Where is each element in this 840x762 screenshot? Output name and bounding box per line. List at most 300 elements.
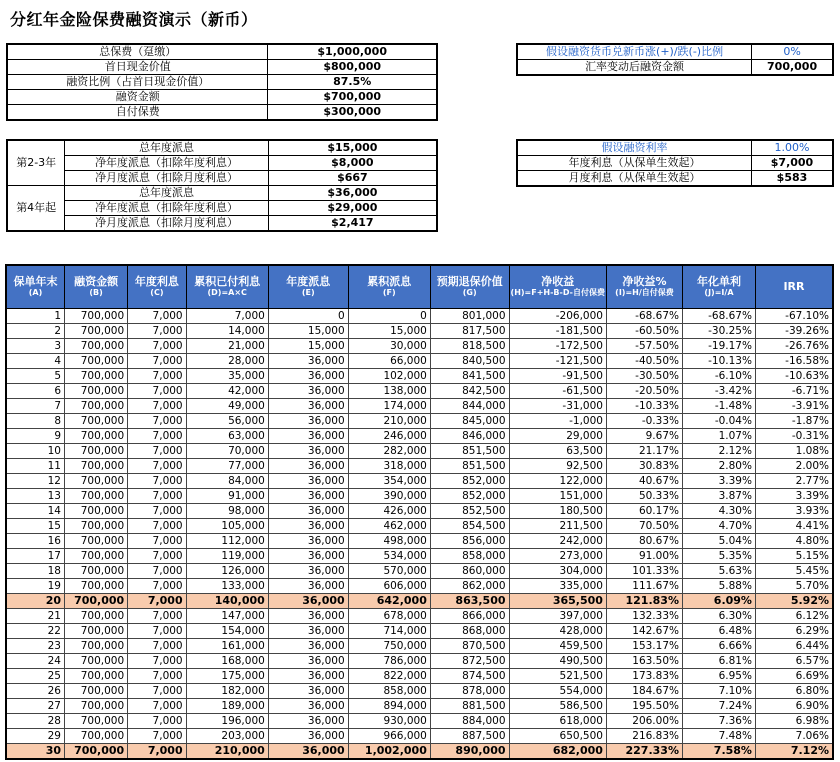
- table-cell: 7,000: [128, 504, 186, 519]
- dividend-value: $667: [268, 171, 437, 186]
- table-cell: 180,500: [509, 504, 606, 519]
- table-cell: 426,000: [348, 504, 430, 519]
- table-row: [6, 699, 833, 714]
- table-cell: 19: [6, 579, 65, 594]
- table-cell: 930,000: [348, 714, 430, 729]
- table-cell: 9: [6, 429, 65, 444]
- table-cell: 138,000: [348, 384, 430, 399]
- table-cell: 6.90%: [755, 699, 833, 714]
- table-cell: 1.08%: [755, 444, 833, 459]
- column-header-title: 保单年末: [13, 275, 58, 288]
- table-row: [6, 414, 833, 429]
- table-cell: 700,000: [65, 489, 128, 504]
- table-cell: 700,000: [65, 474, 128, 489]
- table-cell: 15: [6, 519, 65, 534]
- table-cell: 36,000: [268, 624, 348, 639]
- table-cell: -68.67%: [606, 309, 682, 324]
- column-header: [430, 265, 509, 309]
- summary-value: $300,000: [268, 105, 437, 121]
- table-cell: 3.87%: [682, 489, 755, 504]
- dividend-value: $8,000: [268, 156, 437, 171]
- table-cell: 845,000: [430, 414, 509, 429]
- table-cell: 91,000: [186, 489, 268, 504]
- table-cell: 7.24%: [682, 699, 755, 714]
- table-cell: 2.77%: [755, 474, 833, 489]
- table-cell: 36,000: [268, 639, 348, 654]
- column-header-formula: (D)=A×C: [207, 288, 247, 297]
- table-cell: 700,000: [65, 459, 128, 474]
- table-cell: 7,000: [128, 414, 186, 429]
- table-cell: -6.10%: [682, 369, 755, 384]
- column-header: [268, 265, 348, 309]
- table-cell: 36,000: [268, 534, 348, 549]
- table-cell: 36,000: [268, 729, 348, 744]
- table-cell: 111.67%: [606, 579, 682, 594]
- table-cell: 700,000: [65, 309, 128, 324]
- table-row: [6, 399, 833, 414]
- fx-table: [516, 43, 834, 76]
- dividend-table: [6, 139, 438, 232]
- column-header-title: 净收益%: [622, 275, 667, 288]
- table-cell: 3.93%: [755, 504, 833, 519]
- table-cell: 60.17%: [606, 504, 682, 519]
- table-cell: 7,000: [128, 654, 186, 669]
- column-header: [65, 265, 128, 309]
- table-cell: 7,000: [128, 444, 186, 459]
- table-cell: 4.80%: [755, 534, 833, 549]
- table-cell: 7,000: [128, 669, 186, 684]
- table-cell: 7,000: [128, 744, 186, 760]
- table-cell: 203,000: [186, 729, 268, 744]
- table-cell: 700,000: [65, 609, 128, 624]
- table-cell: 7,000: [128, 564, 186, 579]
- table-row: [6, 744, 833, 760]
- table-cell: 700,000: [65, 324, 128, 339]
- table-cell: 700,000: [65, 684, 128, 699]
- table-cell: 40.67%: [606, 474, 682, 489]
- table-row: [6, 339, 833, 354]
- table-cell: 700,000: [65, 534, 128, 549]
- table-cell: 7,000: [128, 354, 186, 369]
- table-cell: 36,000: [268, 549, 348, 564]
- interest-label: 月度利息（从保单生效起）: [517, 171, 751, 187]
- table-cell: 29: [6, 729, 65, 744]
- table-cell: 7,000: [128, 579, 186, 594]
- fx-label: 汇率变动后融资金额: [517, 60, 752, 76]
- table-cell: 7,000: [128, 429, 186, 444]
- table-cell: 163.50%: [606, 654, 682, 669]
- table-cell: 36,000: [268, 489, 348, 504]
- column-header-title: 累积已付利息: [194, 275, 261, 288]
- table-cell: 142.67%: [606, 624, 682, 639]
- table-cell: 700,000: [65, 384, 128, 399]
- table-cell: 6.09%: [682, 594, 755, 609]
- table-cell: -1.87%: [755, 414, 833, 429]
- table-row: [6, 639, 833, 654]
- table-cell: 63,000: [186, 429, 268, 444]
- table-row: [6, 564, 833, 579]
- table-cell: 844,000: [430, 399, 509, 414]
- dividend-label: 净年度派息（扣除年度利息）: [65, 156, 268, 171]
- dividend-value: $36,000: [268, 186, 437, 201]
- table-cell: 817,500: [430, 324, 509, 339]
- table-row: [6, 444, 833, 459]
- table-row: [6, 429, 833, 444]
- table-cell: 154,000: [186, 624, 268, 639]
- table-cell: 8: [6, 414, 65, 429]
- table-row: [6, 684, 833, 699]
- table-cell: 863,500: [430, 594, 509, 609]
- table-cell: 6.95%: [682, 669, 755, 684]
- table-cell: 700,000: [65, 729, 128, 744]
- table-cell: 63,500: [509, 444, 606, 459]
- table-cell: 36,000: [268, 414, 348, 429]
- table-cell: 851,500: [430, 459, 509, 474]
- table-cell: 36,000: [268, 384, 348, 399]
- dividend-label: 总年度派息: [65, 140, 268, 156]
- table-cell: -40.50%: [606, 354, 682, 369]
- table-cell: 866,000: [430, 609, 509, 624]
- table-cell: 7,000: [128, 534, 186, 549]
- table-cell: 5.63%: [682, 564, 755, 579]
- table-cell: 6.48%: [682, 624, 755, 639]
- table-cell: 195.50%: [606, 699, 682, 714]
- table-cell: -0.31%: [755, 429, 833, 444]
- table-cell: 6.44%: [755, 639, 833, 654]
- table-cell: 842,500: [430, 384, 509, 399]
- table-header-row: [6, 265, 833, 309]
- table-cell: 801,000: [430, 309, 509, 324]
- table-cell: 390,000: [348, 489, 430, 504]
- table-row: [6, 549, 833, 564]
- table-cell: 878,000: [430, 684, 509, 699]
- table-cell: 3.39%: [682, 474, 755, 489]
- table-cell: -26.76%: [755, 339, 833, 354]
- table-cell: 15,000: [268, 339, 348, 354]
- table-cell: 6.30%: [682, 609, 755, 624]
- table-cell: 7,000: [128, 324, 186, 339]
- table-cell: 700,000: [65, 654, 128, 669]
- table-row: [6, 324, 833, 339]
- table-cell: 852,500: [430, 504, 509, 519]
- column-header-formula: (H)=F+H-B-D-自付保费: [510, 288, 605, 297]
- table-cell: 7,000: [128, 309, 186, 324]
- table-cell: 20: [6, 594, 65, 609]
- table-cell: 7,000: [128, 519, 186, 534]
- table-cell: 7.06%: [755, 729, 833, 744]
- dividend-label: 净月度派息（扣除月度利息）: [65, 171, 268, 186]
- table-cell: 5.70%: [755, 579, 833, 594]
- table-cell: 175,000: [186, 669, 268, 684]
- table-cell: 700,000: [65, 429, 128, 444]
- summary-label: 融资比例（占首日现金价值）: [7, 75, 268, 90]
- table-cell: 35,000: [186, 369, 268, 384]
- table-cell: 858,000: [348, 684, 430, 699]
- column-header-title: 年度派息: [286, 275, 331, 288]
- table-cell: 700,000: [65, 339, 128, 354]
- table-cell: 184.67%: [606, 684, 682, 699]
- table-cell: 890,000: [430, 744, 509, 760]
- table-cell: -3.91%: [755, 399, 833, 414]
- table-cell: 586,500: [509, 699, 606, 714]
- table-cell: 6.69%: [755, 669, 833, 684]
- table-cell: 22: [6, 624, 65, 639]
- table-cell: 4.70%: [682, 519, 755, 534]
- table-cell: 196,000: [186, 714, 268, 729]
- table-cell: 894,000: [348, 699, 430, 714]
- table-cell: 7,000: [128, 384, 186, 399]
- table-cell: 25: [6, 669, 65, 684]
- column-header-title: 净收益: [541, 275, 575, 288]
- column-header-formula: (B): [89, 288, 103, 297]
- column-header-title: 累积派息: [367, 275, 412, 288]
- table-cell: 30,000: [348, 339, 430, 354]
- table-cell: 7,000: [128, 369, 186, 384]
- table-cell: 700,000: [65, 639, 128, 654]
- table-cell: 28,000: [186, 354, 268, 369]
- table-cell: 119,000: [186, 549, 268, 564]
- table-cell: 30: [6, 744, 65, 760]
- page-title: 分红年金险保费融资演示（新币）: [10, 10, 258, 29]
- table-cell: 4: [6, 354, 65, 369]
- table-cell: 884,000: [430, 714, 509, 729]
- table-cell: 13: [6, 489, 65, 504]
- column-header-title: 年度利息: [134, 275, 179, 288]
- table-cell: 7,000: [128, 399, 186, 414]
- table-cell: 7.12%: [755, 744, 833, 760]
- table-cell: 397,000: [509, 609, 606, 624]
- table-cell: 318,000: [348, 459, 430, 474]
- table-cell: -10.33%: [606, 399, 682, 414]
- table-cell: 227.33%: [606, 744, 682, 760]
- table-cell: 5.35%: [682, 549, 755, 564]
- column-header-title: IRR: [783, 280, 805, 293]
- table-cell: 7,000: [128, 459, 186, 474]
- table-cell: 26: [6, 684, 65, 699]
- column-header-title: 融资金额: [74, 275, 119, 288]
- table-cell: 36,000: [268, 654, 348, 669]
- table-cell: 140,000: [186, 594, 268, 609]
- table-cell: 4.30%: [682, 504, 755, 519]
- table-cell: 15,000: [348, 324, 430, 339]
- summary-value: 87.5%: [268, 75, 437, 90]
- dividend-value: $15,000: [268, 140, 437, 156]
- table-cell: 714,000: [348, 624, 430, 639]
- table-cell: 750,000: [348, 639, 430, 654]
- table-cell: 70.50%: [606, 519, 682, 534]
- table-cell: 818,500: [430, 339, 509, 354]
- table-cell: -57.50%: [606, 339, 682, 354]
- table-cell: 98,000: [186, 504, 268, 519]
- table-cell: 174,000: [348, 399, 430, 414]
- table-cell: 7,000: [128, 714, 186, 729]
- table-cell: 2.12%: [682, 444, 755, 459]
- table-cell: 5.45%: [755, 564, 833, 579]
- table-cell: 851,500: [430, 444, 509, 459]
- table-cell: 7,000: [128, 624, 186, 639]
- table-cell: 7,000: [186, 309, 268, 324]
- table-cell: 5.15%: [755, 549, 833, 564]
- table-cell: 874,500: [430, 669, 509, 684]
- table-cell: 36,000: [268, 429, 348, 444]
- table-cell: 7,000: [128, 639, 186, 654]
- summary-value: $700,000: [268, 90, 437, 105]
- fx-label: 假设融资货币兑新币涨(+)/跌(-)比例: [517, 44, 752, 60]
- table-cell: 211,500: [509, 519, 606, 534]
- table-cell: 534,000: [348, 549, 430, 564]
- table-cell: 133,000: [186, 579, 268, 594]
- table-cell: 36,000: [268, 399, 348, 414]
- table-row: [6, 579, 833, 594]
- table-cell: 80.67%: [606, 534, 682, 549]
- table-cell: 354,000: [348, 474, 430, 489]
- table-cell: 36,000: [268, 699, 348, 714]
- table-cell: 9.67%: [606, 429, 682, 444]
- column-header-formula: (E): [301, 288, 315, 297]
- table-cell: 7.58%: [682, 744, 755, 760]
- table-cell: 459,500: [509, 639, 606, 654]
- table-cell: 36,000: [268, 474, 348, 489]
- table-cell: 168,000: [186, 654, 268, 669]
- table-cell: -121,500: [509, 354, 606, 369]
- table-cell: 77,000: [186, 459, 268, 474]
- dividend-label: 总年度派息: [65, 186, 268, 201]
- table-cell: 91.00%: [606, 549, 682, 564]
- table-cell: -1.48%: [682, 399, 755, 414]
- summary-table: [6, 43, 438, 121]
- table-cell: 2: [6, 324, 65, 339]
- summary-label: 融资金额: [7, 90, 268, 105]
- table-cell: 6.80%: [755, 684, 833, 699]
- table-cell: 700,000: [65, 699, 128, 714]
- table-cell: 3: [6, 339, 65, 354]
- column-header-formula: (F): [382, 288, 396, 297]
- table-cell: 841,500: [430, 369, 509, 384]
- summary-value: $800,000: [268, 60, 437, 75]
- table-cell: 700,000: [65, 714, 128, 729]
- table-cell: 678,000: [348, 609, 430, 624]
- table-cell: 70,000: [186, 444, 268, 459]
- table-cell: 210,000: [186, 744, 268, 760]
- table-cell: 27: [6, 699, 65, 714]
- summary-label: 自付保费: [7, 105, 268, 121]
- table-cell: 872,500: [430, 654, 509, 669]
- table-row: [6, 369, 833, 384]
- table-cell: 30.83%: [606, 459, 682, 474]
- table-cell: 5.04%: [682, 534, 755, 549]
- table-row: [6, 534, 833, 549]
- table-cell: 28: [6, 714, 65, 729]
- table-cell: 786,000: [348, 654, 430, 669]
- table-cell: 966,000: [348, 729, 430, 744]
- table-cell: 161,000: [186, 639, 268, 654]
- table-row: [6, 594, 833, 609]
- column-header: [6, 265, 65, 309]
- table-cell: 36,000: [268, 669, 348, 684]
- table-cell: 846,000: [430, 429, 509, 444]
- fx-input[interactable]: 0%: [752, 44, 833, 60]
- table-cell: 49,000: [186, 399, 268, 414]
- table-cell: 1,002,000: [348, 744, 430, 760]
- table-cell: 18: [6, 564, 65, 579]
- table-cell: -10.63%: [755, 369, 833, 384]
- table-cell: -61,500: [509, 384, 606, 399]
- table-cell: 700,000: [65, 399, 128, 414]
- table-cell: 101.33%: [606, 564, 682, 579]
- table-cell: 21.17%: [606, 444, 682, 459]
- table-cell: 246,000: [348, 429, 430, 444]
- projection-table: [5, 264, 834, 760]
- table-cell: -39.26%: [755, 324, 833, 339]
- table-cell: -181,500: [509, 324, 606, 339]
- table-cell: 700,000: [65, 504, 128, 519]
- table-cell: 14: [6, 504, 65, 519]
- table-cell: -68.67%: [682, 309, 755, 324]
- interest-table: [516, 139, 834, 187]
- table-cell: 36,000: [268, 369, 348, 384]
- table-cell: 860,000: [430, 564, 509, 579]
- table-cell: 282,000: [348, 444, 430, 459]
- table-row: [6, 489, 833, 504]
- table-cell: 700,000: [65, 549, 128, 564]
- table-cell: 216.83%: [606, 729, 682, 744]
- table-row: [6, 309, 833, 324]
- table-cell: 700,000: [65, 624, 128, 639]
- table-cell: 105,000: [186, 519, 268, 534]
- column-header: [755, 265, 833, 309]
- table-row: [6, 624, 833, 639]
- table-cell: 700,000: [65, 414, 128, 429]
- interest-rate-input[interactable]: 1.00%: [751, 140, 833, 156]
- table-cell: 700,000: [65, 579, 128, 594]
- table-cell: 700,000: [65, 564, 128, 579]
- table-cell: 840,500: [430, 354, 509, 369]
- table-cell: 521,500: [509, 669, 606, 684]
- interest-value: $583: [751, 171, 833, 187]
- table-cell: 36,000: [268, 744, 348, 760]
- table-cell: -20.50%: [606, 384, 682, 399]
- table-cell: 273,000: [509, 549, 606, 564]
- table-cell: 570,000: [348, 564, 430, 579]
- table-cell: 126,000: [186, 564, 268, 579]
- table-row: [6, 669, 833, 684]
- table-cell: 0: [268, 309, 348, 324]
- table-cell: 36,000: [268, 354, 348, 369]
- table-cell: 7,000: [128, 594, 186, 609]
- table-cell: 3.39%: [755, 489, 833, 504]
- table-cell: -0.33%: [606, 414, 682, 429]
- table-cell: 700,000: [65, 594, 128, 609]
- table-cell: 6.29%: [755, 624, 833, 639]
- table-cell: 462,000: [348, 519, 430, 534]
- table-cell: 856,000: [430, 534, 509, 549]
- table-cell: 5.88%: [682, 579, 755, 594]
- table-cell: 7,000: [128, 684, 186, 699]
- table-cell: -31,000: [509, 399, 606, 414]
- column-header: [186, 265, 268, 309]
- table-cell: 6.81%: [682, 654, 755, 669]
- table-cell: 6.98%: [755, 714, 833, 729]
- table-cell: 650,500: [509, 729, 606, 744]
- table-cell: 11: [6, 459, 65, 474]
- table-cell: -30.25%: [682, 324, 755, 339]
- table-cell: -1,000: [509, 414, 606, 429]
- table-cell: 17: [6, 549, 65, 564]
- table-cell: 862,000: [430, 579, 509, 594]
- table-cell: 36,000: [268, 579, 348, 594]
- table-cell: 12: [6, 474, 65, 489]
- table-row: [6, 519, 833, 534]
